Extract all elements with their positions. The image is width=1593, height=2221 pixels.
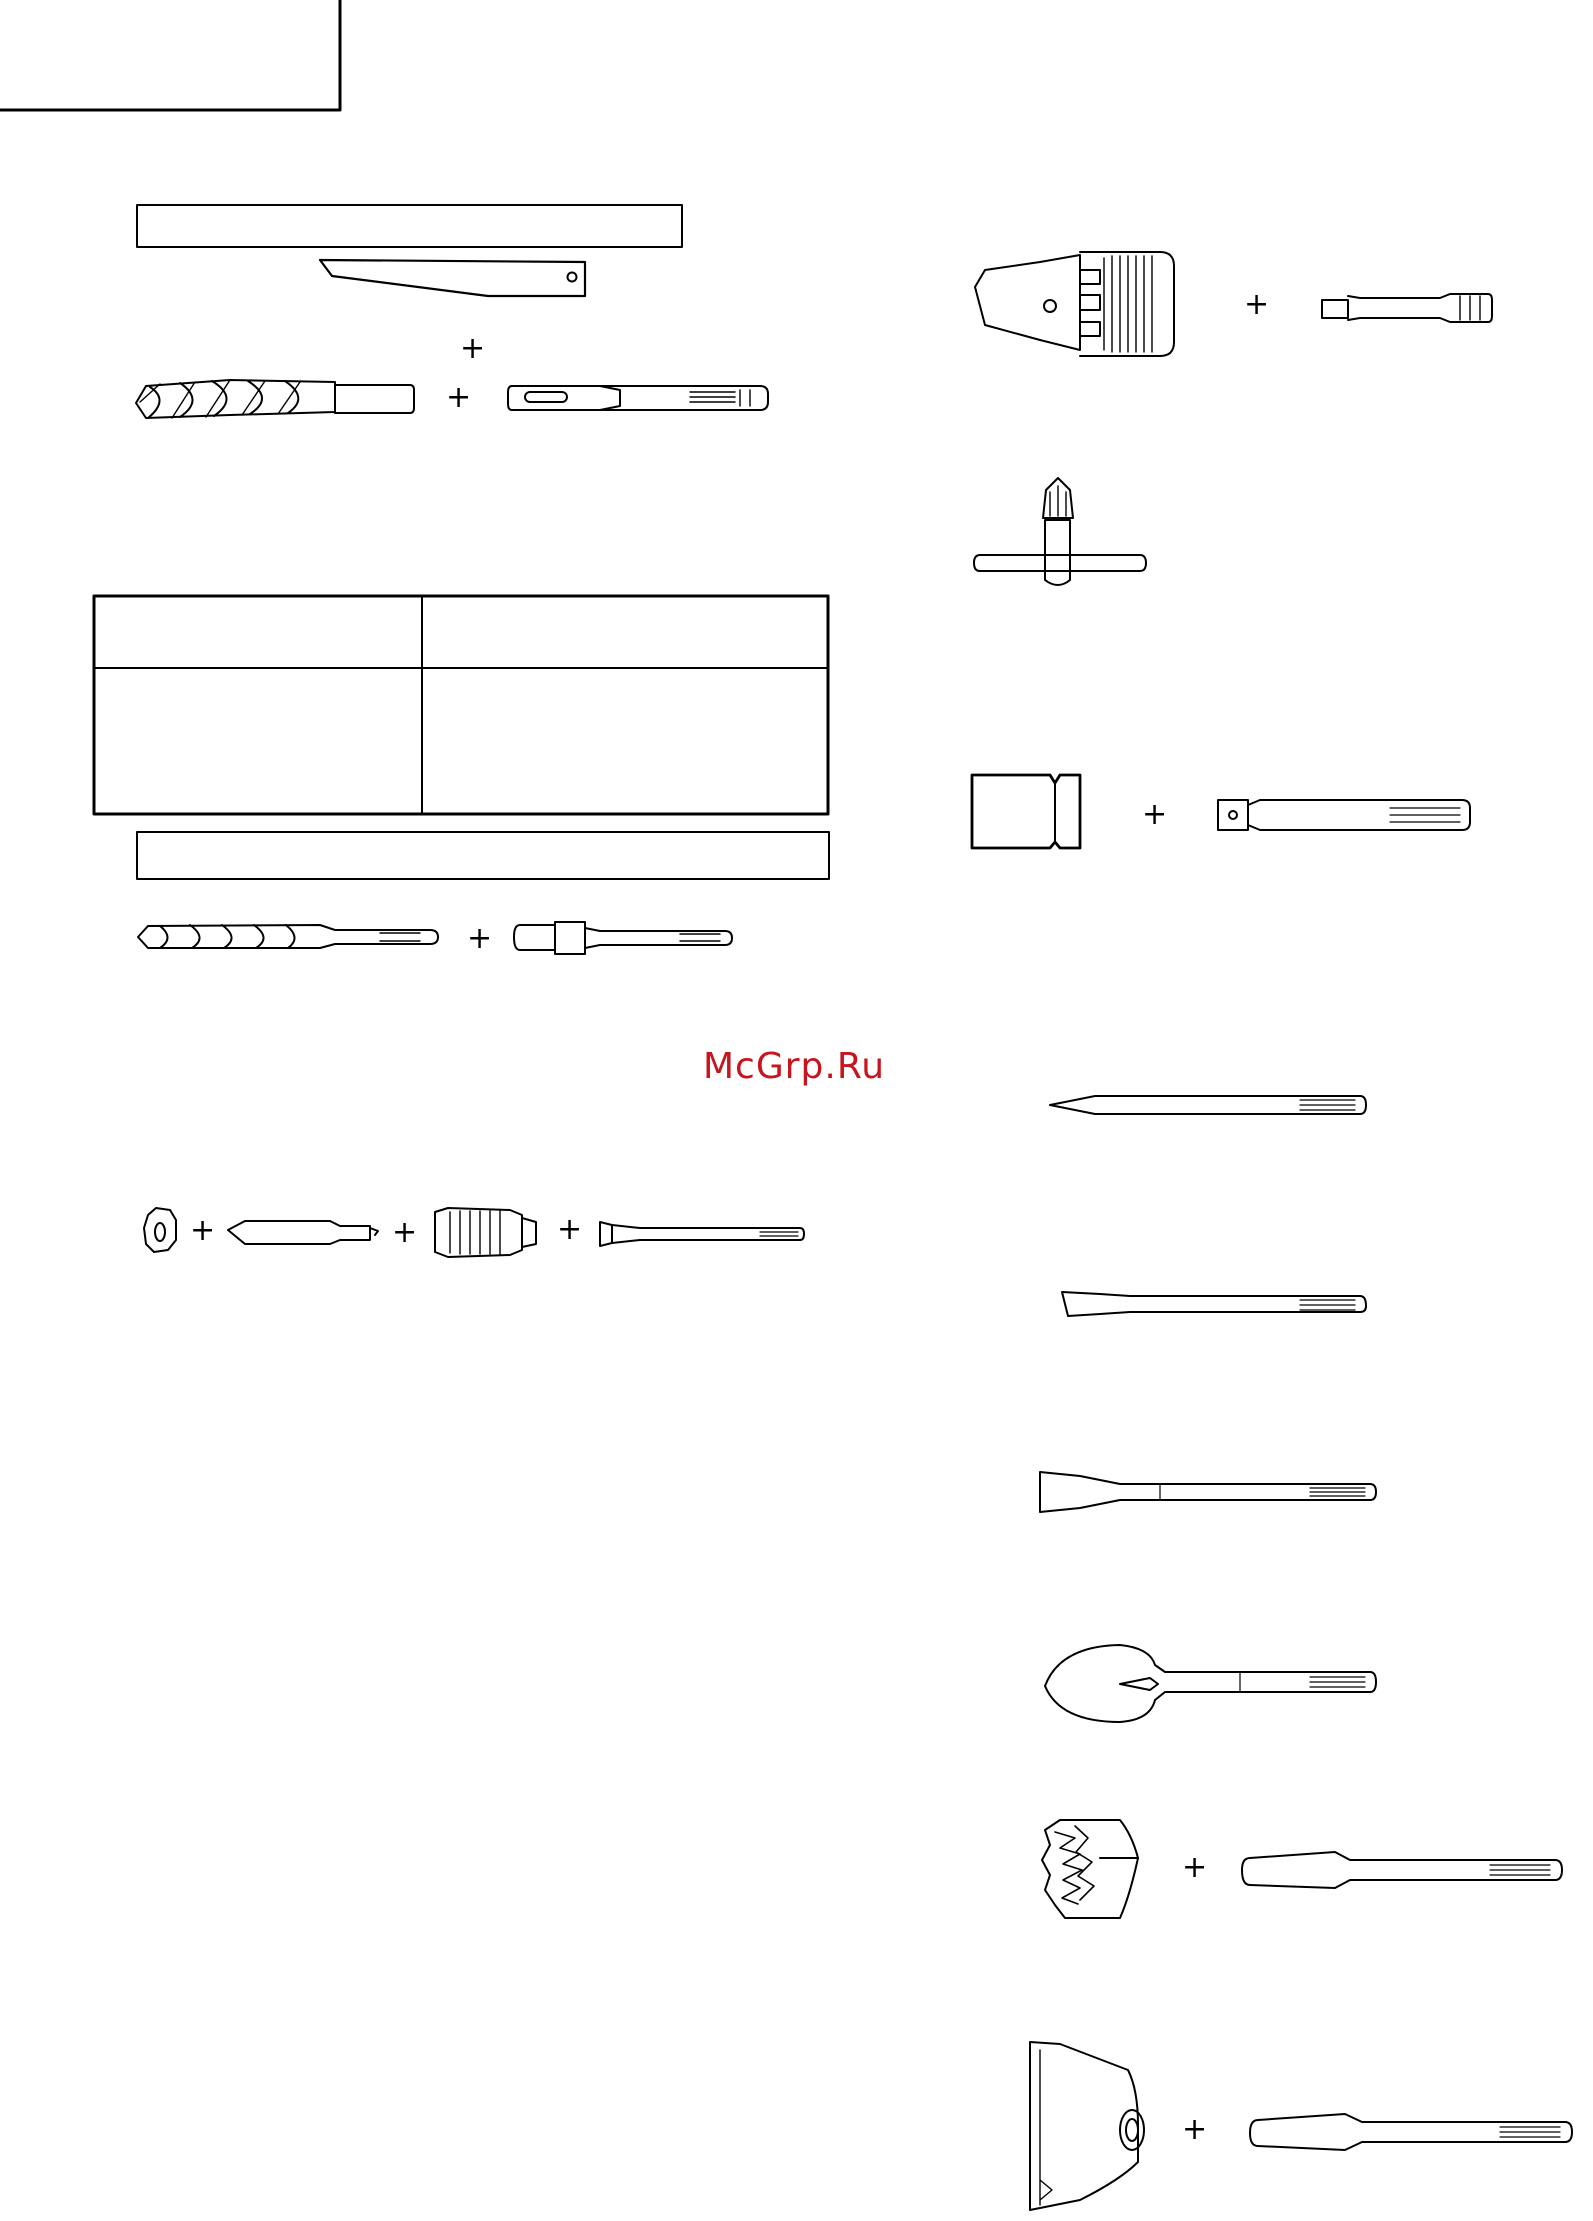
label-box-2 <box>137 832 829 879</box>
taper-shank-adapter-icon <box>508 386 768 410</box>
tamper-icon <box>1030 2042 1144 2210</box>
plus-sign: + <box>557 1212 583 1247</box>
label-box-1 <box>137 205 682 247</box>
page-tab-box <box>0 0 340 110</box>
wedge-drift-icon <box>320 260 585 296</box>
plus-sign: + <box>1182 1850 1208 1885</box>
grip-adapter-icon <box>1242 1852 1562 1888</box>
plus-sign: + <box>1142 797 1168 832</box>
cold-chisel-icon <box>1062 1292 1366 1316</box>
scaling-chisel-icon <box>1040 1472 1376 1512</box>
tamper-shank-icon <box>1250 2114 1572 2150</box>
socket-adapter-icon <box>1218 800 1470 830</box>
plus-sign: + <box>392 1215 418 1250</box>
sds-drill-bit-icon <box>138 925 438 948</box>
bushing-tool-icon <box>1042 1820 1138 1918</box>
spec-table <box>94 596 828 814</box>
plus-sign: + <box>190 1213 216 1248</box>
core-bit-assembly-icon <box>144 1208 804 1257</box>
clay-spade-icon <box>1045 1645 1376 1722</box>
watermark-text: McGrp.Ru <box>703 1046 886 1087</box>
plus-sign: + <box>1244 287 1270 322</box>
bull-point-icon <box>1050 1096 1366 1114</box>
drill-adapter-icon <box>514 922 732 954</box>
plus-sign: + <box>446 380 472 415</box>
plus-sign: + <box>460 331 486 366</box>
chuck-key-icon <box>974 478 1146 585</box>
taper-shank-drill-bit-icon <box>136 380 414 418</box>
socket-icon <box>972 775 1080 848</box>
plus-sign: + <box>467 921 493 956</box>
chuck-adapter-icon <box>1322 294 1492 322</box>
drill-chuck-icon <box>975 252 1174 356</box>
plus-sign: + <box>1182 2112 1208 2147</box>
